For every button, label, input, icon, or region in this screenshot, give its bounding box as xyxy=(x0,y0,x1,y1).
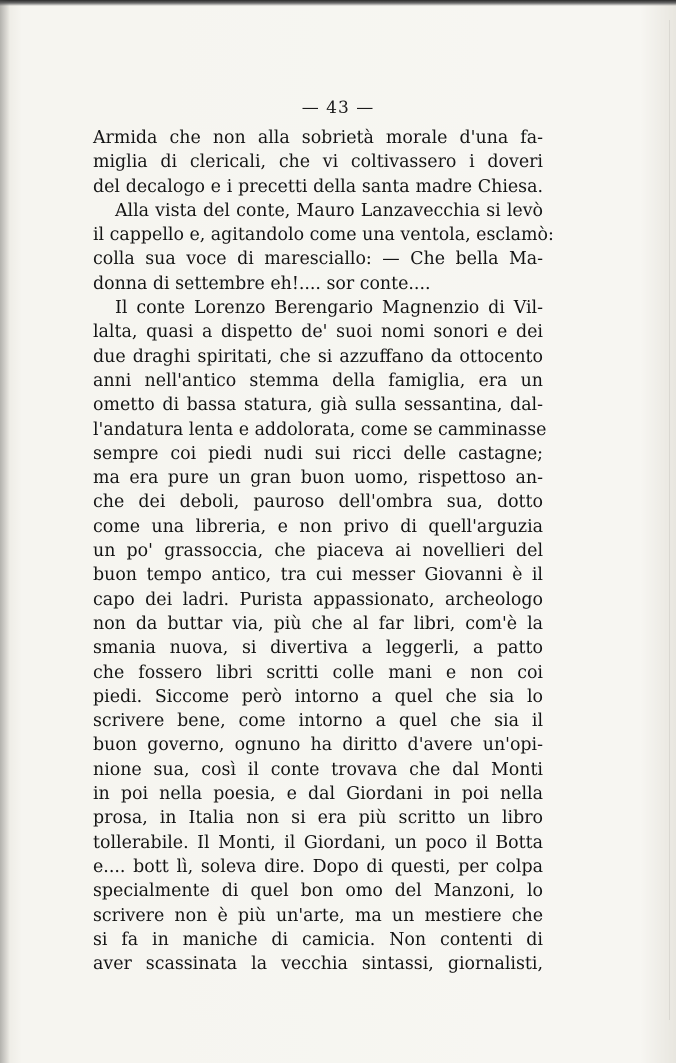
text-line: non da buttar via, più che al far libri, com'è la xyxy=(93,613,543,634)
scan-right-shadow xyxy=(669,20,670,1020)
text-line: due draghi spiritati, che si azzuffano da ottocento xyxy=(93,346,543,367)
text-line: l'andatura lenta e addolorata, come se camminasse xyxy=(93,419,547,440)
text-line: scrivere bene, come intorno a quel che sia il xyxy=(93,711,543,732)
text-line: lalta, quasi a dispetto de' suoi nomi sonori e dei xyxy=(93,322,543,343)
text-line: buon tempo antico, tra cui messer Giovanni è il xyxy=(93,565,543,586)
text-line: buon governo, ognuno ha diritto d'avere un'opi- xyxy=(93,735,543,756)
text-line: nione sua, così il conte trovava che dal Monti xyxy=(93,759,543,780)
text-line: scrivere non è più un'arte, ma un mestiere che xyxy=(93,905,543,926)
text-line: del decalogo e i precetti della santa madre Chiesa. xyxy=(93,176,543,197)
text-line: Alla vista del conte, Mauro Lanzavecchia si levò xyxy=(115,200,543,221)
scan-left-edge xyxy=(0,0,10,1063)
text-line: capo dei ladri. Purista appassionato, archeologo xyxy=(93,589,543,610)
text-line: Il conte Lorenzo Berengario Magnenzio di Vil- xyxy=(115,298,543,319)
text-line: ma era pure un gran buon uomo, rispettoso an- xyxy=(93,468,543,489)
text-line: un po' grassoccia, che piaceva ai novellieri del xyxy=(93,541,543,562)
text-line: il cappello e, agitandolo come una ventola, esclamò: xyxy=(93,225,554,246)
text-line: prosa, in Italia non si era più scritto un libro xyxy=(93,808,543,829)
text-line: si fa in maniche di camicia. Non contenti di xyxy=(93,929,543,950)
page-number: — 43 — xyxy=(301,98,375,118)
body-text xyxy=(93,126,554,976)
text-line: aver scassinata la vecchia sintassi, giornalisti, xyxy=(93,954,543,975)
text-line: che fossero libri scritti colle mani e non coi xyxy=(93,662,543,683)
text-line: smania nuova, si divertiva a leggerli, a patto xyxy=(93,638,543,659)
scan-top-edge xyxy=(0,0,676,6)
text-line: e.... bott lì, soleva dire. Dopo di questi, per colpa xyxy=(93,856,543,877)
text-line: colla sua voce di maresciallo: — Che bella Ma- xyxy=(93,249,543,270)
text-line: donna di settembre eh!.... sor conte.... xyxy=(93,273,431,294)
text-line: in poi nella poesia, e dal Giordani in poi nella xyxy=(93,784,543,805)
text-line: sempre coi piedi nudi sui ricci delle castagne; xyxy=(93,443,543,464)
text-line: specialmente di quel bon omo del Manzoni, lo xyxy=(93,881,543,902)
text-line: ometto di bassa statura, già sulla sessantina, dal- xyxy=(93,395,543,416)
text-line: come una libreria, e non privo di quell'arguzia xyxy=(93,516,543,537)
text-line: che dei deboli, pauroso dell'ombra sua, dotto xyxy=(93,492,543,513)
text-line: piedi. Siccome però intorno a quel che sia lo xyxy=(93,686,543,707)
text-line: anni nell'antico stemma della famiglia, era un xyxy=(93,370,543,391)
text-line: tollerabile. Il Monti, il Giordani, un poco il Botta xyxy=(93,832,543,853)
text-line: miglia di clericali, che vi coltivassero i doveri xyxy=(93,152,543,173)
text-line: Armida che non alla sobrietà morale d'una fa- xyxy=(93,128,543,148)
